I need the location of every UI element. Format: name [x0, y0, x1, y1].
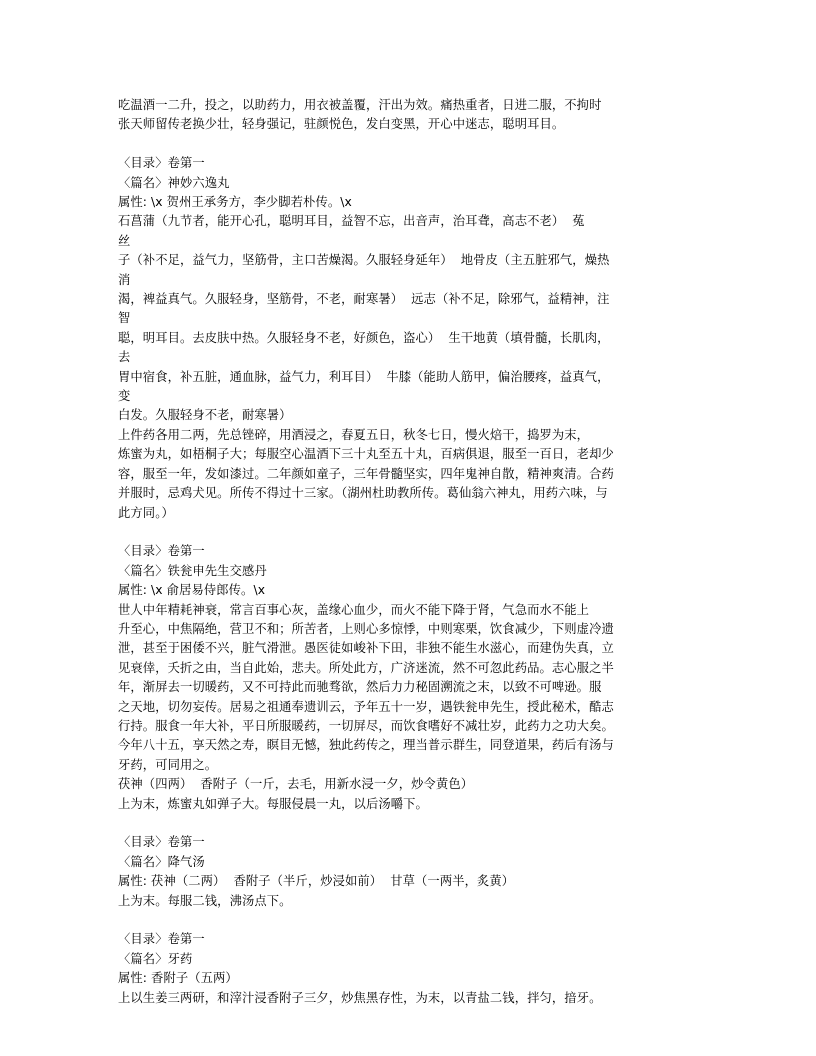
body-line: 升至心，中焦隔绝，营卫不和；所苦者，上则心多惊悸，中则寒栗，饮食减少，下则虚冷遗	[118, 621, 614, 636]
ingredients-line: 去	[118, 350, 131, 365]
body-line: 泄，甚至于困倭不兴，脏气滑泄。愚医徒如峻补下田，非独不能生水滋心，而建伪失真，立	[118, 641, 614, 656]
preparation-line: 上件药各用二两，先总锉碎，用酒浸之，春夏五日，秋冬七日，慢火焙干，捣罗为末，	[118, 427, 590, 442]
preparation-line: 炼蜜为丸，如梧桐子大；每服空心温酒下三十丸至五十丸，百病俱退，服至一百日，老却少	[118, 447, 614, 462]
paragraph-opening: 吃温酒一二升，投之，以助药力，用衣被盖覆，汗出为效。痛热重者，日进二服，不拘时	[118, 98, 602, 112]
title-label-3: 〈篇名〉降气汤	[118, 854, 205, 869]
ingredients-line: 胃中宿食，补五脏，通血脉，益气力，利耳目） 牛膝（能助人筋甲，偏治腰疼，益真气，	[118, 369, 610, 384]
body-line: 年，渐屏去一切暖药，又不可持此而驰骛欲，然后力力秘固溯流之末，以致不可啤逊。服	[118, 680, 602, 695]
body-line: 见衰倖，夭折之由，当自此始，悲夫。所处此方，广济迷流，然不可忽此药品。志心服之半	[118, 660, 614, 675]
title-label-4: 〈篇名〉牙药	[118, 951, 193, 966]
attribute-label-1: 属性: \x 贺州王承务方，李少脚若朴传。\x	[118, 195, 352, 210]
ingredients-line: 消	[118, 272, 131, 287]
blank-line-3	[118, 814, 698, 833]
preparation-line: 容，服至一年，发如漆过。二年颜如童子，三年骨髓坚实，四年鬼神自散，精神爽清。合药	[118, 466, 614, 481]
preparation-line: 上以生姜三两研，和滓汁浸香附子三夕，炒焦黑存性，为末，以青盐二钱，拌匀，揞牙。	[118, 990, 602, 1005]
catalog-label-2: 〈目录〉卷第一	[118, 544, 205, 559]
attribute-label-2: 属性: \x 俞居易侍郎传。\x	[118, 583, 266, 598]
preparation-line: 并服时，忌鸡犬见。所传不得过十三家。（湖州杜助教所传。葛仙翁六神丸，用药六味，与	[118, 486, 608, 501]
body-line: 之天地，切勿妄传。居易之祖通奉遗训云，予年五十一岁，遇铁瓮申先生，授此秘术，酷志	[118, 699, 614, 714]
ingredients-line: 丝	[118, 233, 131, 248]
catalog-label-4: 〈目录〉卷第一	[118, 932, 205, 947]
ingredients-line: 渴，裨益真气。久服轻身，坚筋骨，不老，耐寒暑） 远志（补不足，除邪气，益精神，注	[118, 292, 610, 307]
preparation-line: 上为末。每服二钱，沸汤点下。	[118, 893, 292, 908]
body-line: 行持。服食一年大补，平日所服暖药，一切屏尽，而饮食嗜好不减壮岁，此药力之功大矣。	[118, 718, 614, 733]
ingredients-line: 智	[118, 311, 131, 326]
ingredients-line: 变	[118, 389, 131, 404]
catalog-label-1: 〈目录〉卷第一	[118, 156, 205, 171]
catalog-label-3: 〈目录〉卷第一	[118, 835, 205, 850]
paragraph-opening-line-2: 张天师留传老换少壮，轻身强记，驻颜悦色，发白变黑，开心中迷志，聪明耳目。	[118, 117, 565, 132]
blank-line-2	[118, 523, 698, 542]
ingredients-line: 白发。久服轻身不老，耐寒暑）	[118, 408, 292, 423]
blank-line-4	[118, 911, 698, 930]
body-line: 今年八十五，享天然之寿，瞑目无憾，独此药传之，理当普示群生，同登道果，药后有汤与	[118, 738, 614, 753]
ingredients-line: 聪，明耳目。去皮肤中热。久服轻身不老，好颜色，盗心） 生干地黄（填骨髓，长肌肉，	[118, 330, 610, 345]
ingredients-line: 上为末，炼蜜丸如弹子大。每服侵晨一丸，以后汤嚼下。	[118, 796, 428, 811]
blank-line-1	[118, 135, 698, 154]
attribute-label-4: 属性: 香附子（五两）	[118, 971, 238, 986]
title-label-2: 〈篇名〉铁瓮申先生交感丹	[118, 563, 267, 578]
ingredients-line: 石菖蒲（九节者，能开心孔，聪明耳目，益智不忘，出音声，治耳聋，高志不老） 菟	[118, 214, 585, 229]
document-body	[118, 96, 698, 1008]
body-line: 牙药，可同用之。	[118, 757, 218, 772]
title-label-1: 〈篇名〉神妙六逸丸	[118, 175, 230, 190]
body-line: 世人中年精耗神衰，常言百事心灰，盖缘心血少，而火不能下降于肾，气急而水不能上	[118, 602, 590, 617]
body-line: 茯神（四两） 香附子（一斤，去毛，用新水浸一夕，炒令黄色）	[118, 777, 474, 792]
attribute-label-3: 属性: 茯神（二两） 香附子（半斤，炒浸如前） 甘草（一两半，炙黄）	[118, 874, 515, 889]
preparation-line: 此方同。）	[118, 505, 174, 520]
ingredients-line: 子（补不足，益气力，坚筋骨，主口苦燥渴。久服轻身延年） 地骨皮（主五脏邪气，燥热	[118, 253, 610, 268]
